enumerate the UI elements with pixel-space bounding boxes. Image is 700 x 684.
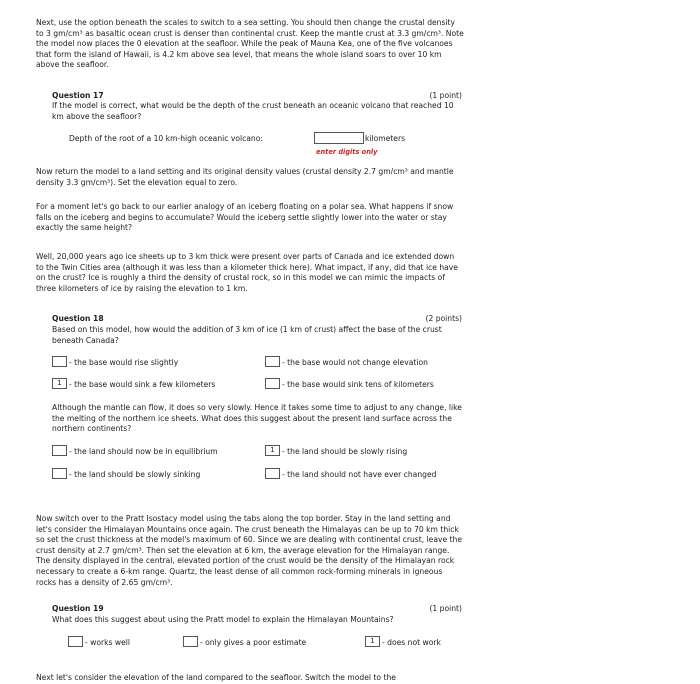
iceberg-paragraph: For a moment let's go back to our earlier analogy of an iceberg floating on a polar sea. What happens if snow falls on the iceberg and begins to accumulate? Would the iceberg settle slightly lower into the water or stay exactly the same height?	[36, 202, 454, 233]
question-17-text: If the model is correct, what would be the depth of the crust beneath an oceanic volcano that reached 10 km above the seafloor?	[52, 101, 454, 121]
q18b-option-1-label: - the land should now be in equilibrium	[69, 447, 218, 456]
q17-unit-label: kilometers	[365, 134, 406, 143]
question-17-points: (1 point)	[429, 91, 462, 100]
q18a-option-1-box[interactable]	[52, 356, 67, 367]
return-land-paragraph: Now return the model to a land setting and its original density values (crustal density 2.7 gm/cm³ and mantle density 3.3 gm/cm³). Set the elevation equal to zero.	[36, 167, 454, 187]
q18a-option-3-box[interactable]: 1	[52, 378, 67, 389]
q19-option-1-box[interactable]	[68, 636, 83, 647]
cut-off-paragraph: Next let's consider the elevation of the land compared to the seafloor. Switch the model to the	[36, 673, 396, 682]
q18b-option-4-box[interactable]	[265, 468, 280, 479]
q18b-option-2-box[interactable]: 1	[265, 445, 280, 456]
question-18-header	[52, 314, 462, 325]
q19-option-2-label: - only gives a poor estimate	[200, 638, 307, 647]
intro-paragraph: Next, use the option beneath the scales to switch to a sea setting. You should then change the crustal density to 3 gm/cm³ as basaltic ocean crust is denser than continental crust. Keep the mantle crust at 3.3 gm/cm³. Note the model now places the 0 elevation at the seafloor. While the peak of Mauna Kea, one of the five volcanoes that form the island of Hawaii, is 4.2 km above sea level, that means the whole island soars to over 10 km above the seafloor.	[36, 18, 464, 70]
ice-sheets-paragraph: Well, 20,000 years ago ice sheets up to 3 km thick were present over parts of Canada and ice extended down to the Twin Cities area (although it was less than a kilometer thick here). What impact, if any, did that ice have on the crust? Ice is roughly a third the density of crustal rock, so in this model we can mimic the impacts of three kilometers of ice by raising the elevation to 1 km.	[36, 252, 458, 293]
q18b-option-3-box[interactable]	[52, 468, 67, 479]
question-19-text: What does this suggest about using the Pratt model to explain the Himalayan Mountains?	[52, 615, 394, 624]
q17-field-label: Depth of the root of a 10 km-high oceanic volcano:	[69, 134, 263, 143]
q18b-option-4-label: - the land should not have ever changed	[282, 470, 437, 479]
q17-input-hint: enter digits only	[316, 148, 378, 156]
q18a-option-3-label: - the base would sink a few kilometers	[69, 380, 216, 389]
q18a-option-2-label: - the base would not change elevation	[282, 358, 428, 367]
q18a-option-1-label: - the base would rise slightly	[69, 358, 179, 367]
pratt-paragraph: Now switch over to the Pratt Isostacy model using the tabs along the top border. Stay in the land setting and let's consider the Himalayan Mountains once again. The crust beneath the Himalayas can be up to 70 km thick so set the crust thickness at the model's maximum of 60. Since we are dealing with continental crust, leave the crust density at 2.7 gm/cm³. Then set the elevation at 6 km, the average elevation for the Himalayan range. The density displayed in the central, elevated portion of the crust would be the density of the Himalayan rock necessary to create a 6-km range. Quartz, the least dense of all common rock-forming minerals in igneous rocks has a density of 2.65 gm/cm³.	[36, 514, 463, 587]
q18b-option-1-box[interactable]	[52, 445, 67, 456]
question-18-points: (2 points)	[425, 314, 462, 323]
q19-option-1-label: - works well	[85, 638, 131, 647]
question-18-title: Question 18	[52, 314, 104, 323]
q18a-option-4-box[interactable]	[265, 378, 280, 389]
q17-depth-input[interactable]	[314, 132, 364, 144]
question-17-title: Question 17	[52, 91, 104, 100]
q18b-option-2-label: - the land should be slowly rising	[282, 447, 408, 456]
question-18-text: Based on this model, how would the addition of 3 km of ice (1 km of crust) affect the base of the crust beneath Canada?	[52, 325, 442, 345]
q19-option-3-box[interactable]: 1	[365, 636, 380, 647]
q18a-option-2-box[interactable]	[265, 356, 280, 367]
question-19-header	[52, 604, 462, 615]
question-19-points: (1 point)	[429, 604, 462, 613]
q19-option-3-label: - does not work	[382, 638, 441, 647]
question-19-title: Question 19	[52, 604, 104, 613]
mantle-flow-text: Although the mantle can flow, it does so very slowly. Hence it takes some time to adjust to any change, like the melting of the northern ice sheets. What does this suggest about the present land surface across the northern continents?	[52, 403, 462, 434]
q18b-option-3-label: - the land should be slowly sinking	[69, 470, 201, 479]
q19-option-2-box[interactable]	[183, 636, 198, 647]
q18a-option-4-label: - the base would sink tens of kilometers	[282, 380, 434, 389]
